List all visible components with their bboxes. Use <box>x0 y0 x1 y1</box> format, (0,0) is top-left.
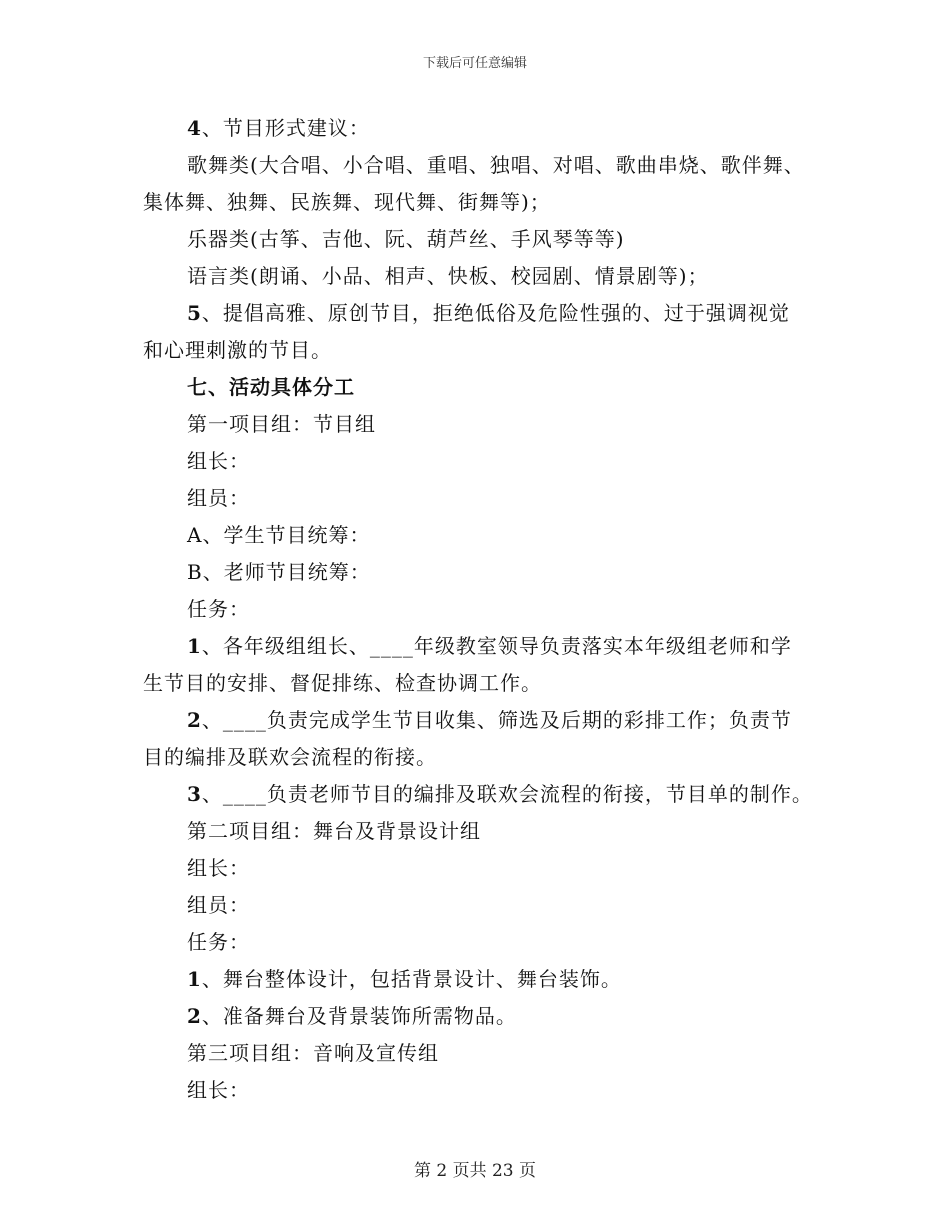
song-dance-line-1: 歌舞类(大合唱、小合唱、重唱、独唱、对唱、歌曲串烧、歌伴舞、 <box>187 153 805 177</box>
paragraph-text: 、____负责完成学生节目收集、筛选及后期的彩排工作；负责节 <box>201 708 792 732</box>
item-number: 2 <box>187 708 202 732</box>
group-2-members: 组员： <box>187 893 250 917</box>
group-1-title: 第一项目组：节目组 <box>187 412 376 436</box>
group-1-task-2-line-1 <box>143 702 833 739</box>
group-1-members: 组员： <box>187 486 250 510</box>
group-1-student-coordinator: A、学生节目统筹： <box>187 523 371 547</box>
paragraph-text: 、____负责老师节目的编排及联欢会流程的衔接，节目单的制作。 <box>201 782 813 806</box>
group-1-task-2-line-2: 目的编排及联欢会流程的衔接。 <box>143 745 437 769</box>
group-1-task-1-line-2: 生节目的安排、督促排练、检查协调工作。 <box>143 671 542 695</box>
document-body <box>143 110 833 1109</box>
paragraph-text: 、舞台整体设计，包括背景设计、舞台装饰。 <box>201 967 622 991</box>
paragraph-5-line-2: 和心理刺激的节目。 <box>143 338 332 362</box>
group-2-tasks-label: 任务： <box>187 930 250 954</box>
language-line: 语言类(朗诵、小品、相声、快板、校园剧、情景剧等)； <box>187 264 709 288</box>
group-3-leader: 组长： <box>187 1078 250 1102</box>
group-1-leader: 组长： <box>187 449 250 473</box>
item-number: 1 <box>187 634 202 658</box>
paragraph-text: 、节目形式建议： <box>201 116 370 140</box>
section-heading: 七、活动具体分工 <box>187 375 355 399</box>
item-number: 2 <box>187 1004 202 1028</box>
group-3-title: 第三项目组：音响及宣传组 <box>187 1041 439 1065</box>
item-number: 3 <box>187 782 202 806</box>
page-header: 下载后可任意编辑 <box>422 56 527 71</box>
paragraph-text: 、各年级组组长、____年级教室领导负责落实本年级组老师和学 <box>201 634 792 658</box>
group-1-tasks-label: 任务： <box>187 597 250 621</box>
paragraph-4 <box>143 110 833 147</box>
group-2-title: 第二项目组：舞台及背景设计组 <box>187 819 481 843</box>
item-number: 1 <box>187 967 202 991</box>
paragraph-5-line-1 <box>143 295 833 332</box>
page-footer: 第 2 页共 23 页 <box>413 1161 537 1181</box>
item-number: 5 <box>187 301 202 325</box>
item-number: 4 <box>187 116 202 140</box>
group-1-task-3 <box>143 776 833 813</box>
group-1-teacher-coordinator: B、老师节目统筹： <box>187 560 371 584</box>
paragraph-text: 、提倡高雅、原创节目，拒绝低俗及危险性强的、过于强调视觉 <box>201 301 790 325</box>
group-1-task-1-line-1 <box>143 628 833 665</box>
song-dance-line-2: 集体舞、独舞、民族舞、现代舞、街舞等)； <box>143 190 551 214</box>
group-2-leader: 组长： <box>187 856 250 880</box>
group-2-task-1 <box>143 961 833 998</box>
group-2-task-2 <box>143 998 833 1035</box>
instruments-line: 乐器类(古筝、吉他、阮、葫芦丝、手风琴等等) <box>187 227 625 251</box>
paragraph-text: 、准备舞台及背景装饰所需物品。 <box>201 1004 517 1028</box>
